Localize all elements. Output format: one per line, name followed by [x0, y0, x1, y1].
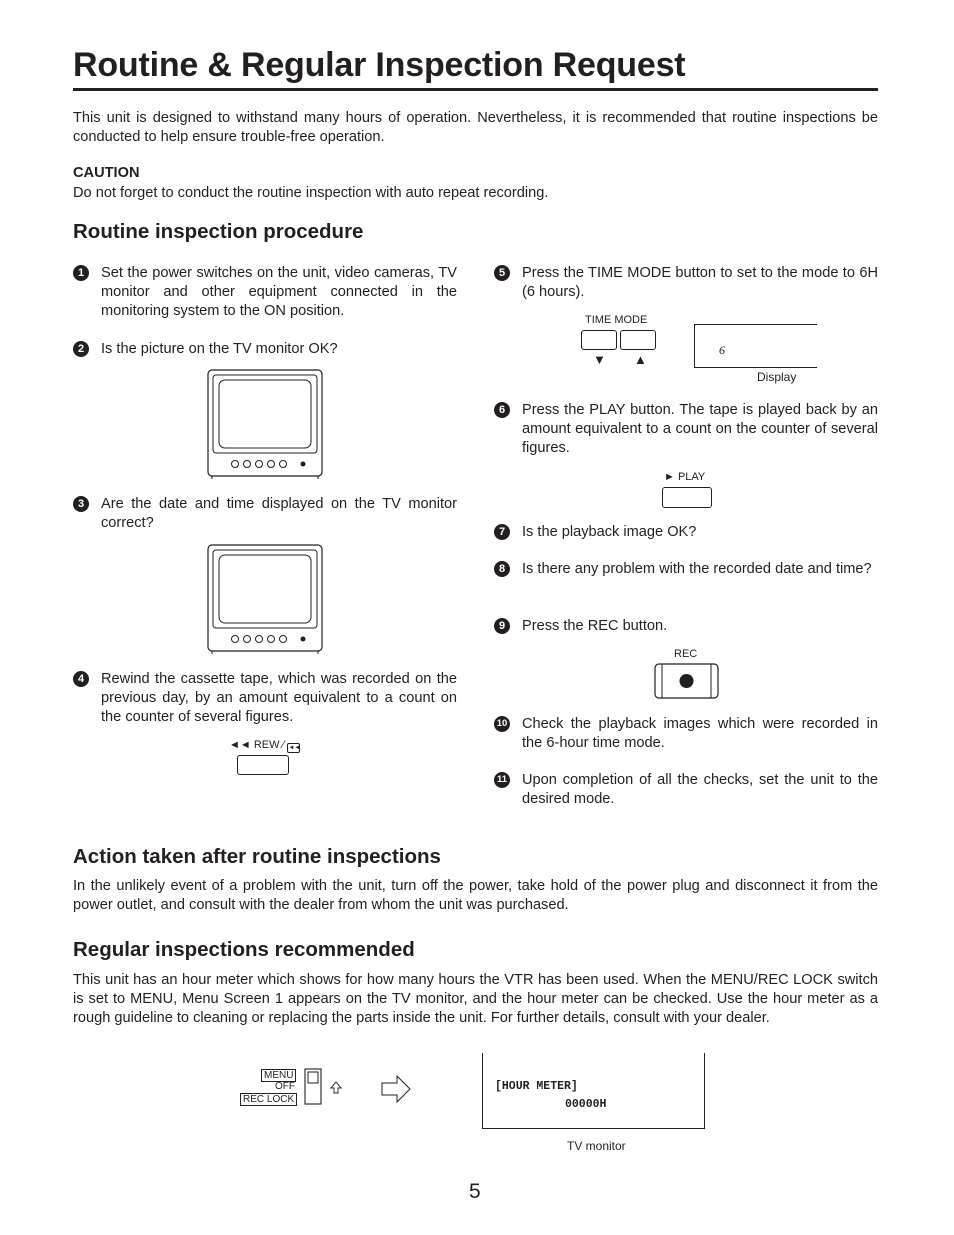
step-6 [494, 401, 878, 461]
rew-button[interactable] [237, 755, 289, 775]
step-text: Is the playback image OK? [522, 524, 697, 540]
step-text: Press the PLAY button. The tape is played back by an amount equivalent to a count on the counter of several figures. [522, 402, 878, 456]
step-number: 2 [73, 341, 89, 357]
time-mode-label: TIME MODE [585, 314, 648, 326]
tv-monitor-icon [207, 544, 323, 654]
tv-monitor-caption: TV monitor [567, 1139, 626, 1153]
step-text: Set the power switches on the unit, video cameras, TV monitor and other equipment connected in the monitoring system to the ON position. [101, 265, 457, 319]
play-label: ► PLAY [664, 471, 706, 483]
switch-label-menu: MENU [261, 1069, 296, 1082]
rew-label-text: ◄◄ REW ∕ [229, 739, 285, 751]
switch-label-off: OFF [275, 1081, 295, 1092]
display-caption: Display [757, 370, 797, 384]
step-text: Press the TIME MODE button to set to the mode to 6H (6 hours). [522, 265, 878, 300]
intro-text: This unit is designed to withstand many hours of operation. Nevertheless, it is recommended that routine inspections be conducted to help ensure trouble-free operation. [73, 110, 878, 145]
rec-button[interactable] [654, 663, 720, 700]
page-number: 5 [469, 1180, 481, 1203]
right-arrow-icon [381, 1075, 411, 1103]
step-text: Upon completion of all the checks, set the unit to the desired mode. [522, 772, 878, 807]
step-number: 9 [494, 618, 510, 634]
record-dot-icon [680, 674, 694, 688]
step-text: Is the picture on the TV monitor OK? [101, 341, 338, 357]
caution-heading: CAUTION [73, 165, 140, 181]
rec-label: REC [674, 648, 698, 660]
step-5 [494, 264, 878, 304]
step-number: 10 [494, 716, 510, 732]
hour-meter-value: 00000H [565, 1098, 607, 1111]
time-mode-up-button[interactable] [620, 330, 656, 350]
step-2 [73, 340, 457, 360]
step-3 [73, 495, 457, 535]
step-text: Are the date and time displayed on the TV monitor correct? [101, 496, 457, 531]
play-button[interactable] [662, 487, 712, 508]
step-text: Press the REC button. [522, 618, 668, 634]
time-mode-down-button[interactable] [581, 330, 617, 350]
step-4 [73, 670, 457, 730]
step-text: Is there any problem with the recorded date and time? [522, 561, 872, 577]
step-number: 8 [494, 561, 510, 577]
step-1 [73, 264, 457, 324]
step-8 [494, 560, 878, 600]
routine-heading: Routine inspection procedure [73, 220, 364, 243]
step-number: 6 [494, 402, 510, 418]
display-panel [694, 324, 817, 368]
cue-icon: ◄◄ [288, 745, 301, 751]
step-number: 11 [494, 772, 510, 788]
step-text: Rewind the cassette tape, which was recorded on the previous day, by an amount equivalent to a count on the counter of several figures. [101, 671, 457, 725]
switch-label-rec-lock: REC LOCK [240, 1093, 297, 1106]
step-number: 3 [73, 496, 89, 512]
tv-monitor-screen [482, 1053, 705, 1129]
action-heading: Action taken after routine inspections [73, 845, 441, 868]
step-10 [494, 715, 878, 755]
rew-label [229, 739, 300, 753]
step-number: 5 [494, 265, 510, 281]
step-7 [494, 523, 878, 543]
down-arrow-icon: ▼ [593, 352, 606, 367]
regular-heading: Regular inspections recommended [73, 938, 415, 961]
up-arrow-icon: ▲ [634, 352, 647, 367]
tv-monitor-icon [207, 369, 323, 479]
title-rule [73, 88, 878, 91]
regular-text: This unit has an hour meter which shows for how many hours the VTR has been used. When the MENU/REC LOCK switch is set to MENU, Menu Screen 1 appears on the TV monitor, and the hour meter can be checked. Use the hour meter as a rough guideline to cleaning or replacing the parts inside the unit. For further details, consult with your dealer. [73, 972, 878, 1026]
step-text: Check the playback images which were recorded in the 6-hour time mode. [522, 716, 878, 751]
display-value: 6 [719, 343, 725, 357]
step-number: 4 [73, 671, 89, 687]
step-9 [494, 617, 878, 637]
up-arrow-icon [331, 1082, 341, 1093]
step-number: 1 [73, 265, 89, 281]
caution-text: Do not forget to conduct the routine inspection with auto repeat recording. [73, 185, 549, 201]
step-11 [494, 771, 878, 811]
menu-rec-lock-switch[interactable] [304, 1068, 344, 1106]
step-number: 7 [494, 524, 510, 540]
hour-meter-title: [HOUR METER] [495, 1080, 578, 1093]
page-title: Routine & Regular Inspection Request [73, 46, 686, 84]
action-text: In the unlikely event of a problem with the unit, turn off the power, take hold of the power plug and disconnect it from the power outlet, and consult with the dealer from whom the unit was purchased. [73, 878, 878, 913]
